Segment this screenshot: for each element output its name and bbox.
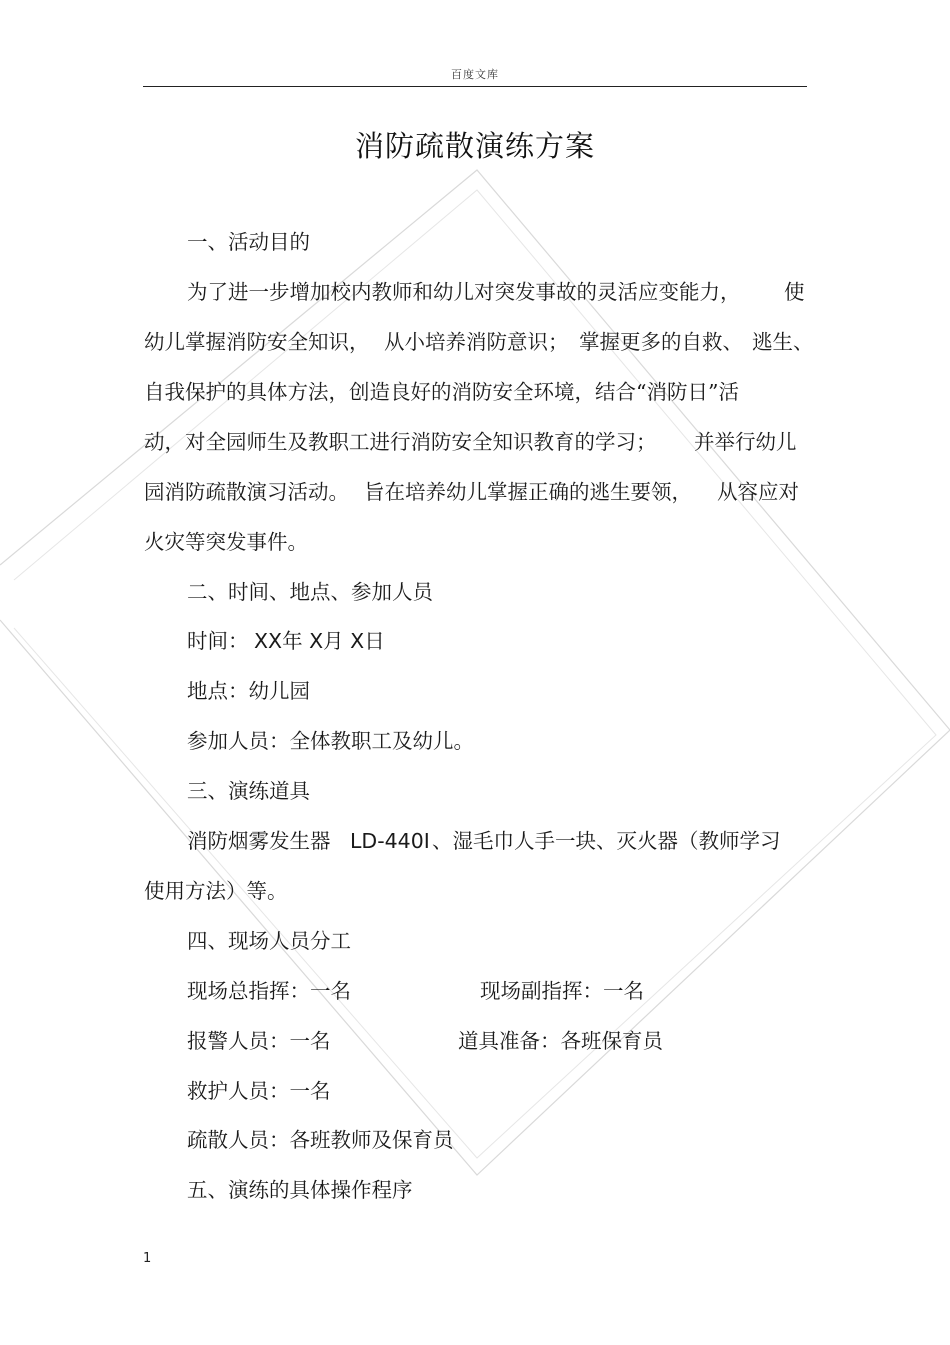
props-line: 消防烟雾发生器	[187, 829, 331, 853]
paragraph-line: 火灾等突发事件。	[144, 530, 308, 554]
section-heading-4: 四、现场人员分工	[187, 929, 351, 953]
paragraph-line: 从容应对	[717, 480, 799, 504]
role-rescue: 救护人员：一名	[187, 1079, 331, 1103]
paragraph-line: 逃生、	[752, 330, 814, 354]
time-label: 时间：	[187, 629, 249, 653]
header-divider	[143, 86, 807, 87]
section-heading-3: 三、演练道具	[187, 779, 310, 803]
props-model: LD-440I	[350, 829, 430, 853]
section-heading-2: 二、时间、地点、参加人员	[187, 580, 433, 604]
page-header-brand: 百度文库	[451, 68, 499, 81]
role-alarm: 报警人员：一名	[187, 1029, 331, 1053]
paragraph-line: 从小培养消防意识；	[384, 330, 569, 354]
paragraph-line: 动，对全园师生及教职工进行消防安全知识教育的学习；	[144, 430, 657, 454]
props-line: 、湿毛巾人手一块、灭火器（教师学习	[432, 829, 781, 853]
paragraph-line: 自我保护的具体方法，创造良好的消防安全环境，结合“消防日”活	[144, 380, 739, 404]
document-title: 消防疏散演练方案	[354, 129, 595, 163]
paragraph-line: 为了进一步增加校内教师和幼儿对突发事故的灵活应变能力，	[187, 280, 741, 304]
role-evacuation: 疏散人员：各班教师及保育员	[187, 1128, 454, 1152]
props-line: 使用方法）等。	[144, 879, 288, 903]
paragraph-line: 幼儿掌握消防安全知识，	[144, 330, 370, 354]
paragraph-line: 并举行幼儿	[694, 430, 797, 454]
role-props: 道具准备：各班保育员	[458, 1029, 663, 1053]
paragraph-line: 使	[784, 280, 805, 304]
page-number: 1	[143, 1251, 152, 1266]
role-vice-commander: 现场副指挥：一名	[480, 979, 644, 1003]
paragraph-line: 旨在培养幼儿掌握正确的逃生要领，	[364, 480, 692, 504]
paragraph-line: 掌握更多的自救、	[579, 330, 743, 354]
place-line: 地点：幼儿园	[187, 679, 310, 703]
role-commander: 现场总指挥：一名	[187, 979, 351, 1003]
paragraph-line: 园消防疏散演习活动。	[144, 480, 349, 504]
section-heading-5: 五、演练的具体操作程序	[187, 1178, 413, 1202]
section-heading-1: 一、活动目的	[187, 230, 310, 254]
time-value: XX年 X月 X日	[254, 629, 385, 653]
participants-line: 参加人员：全体教职工及幼儿。	[187, 729, 474, 753]
